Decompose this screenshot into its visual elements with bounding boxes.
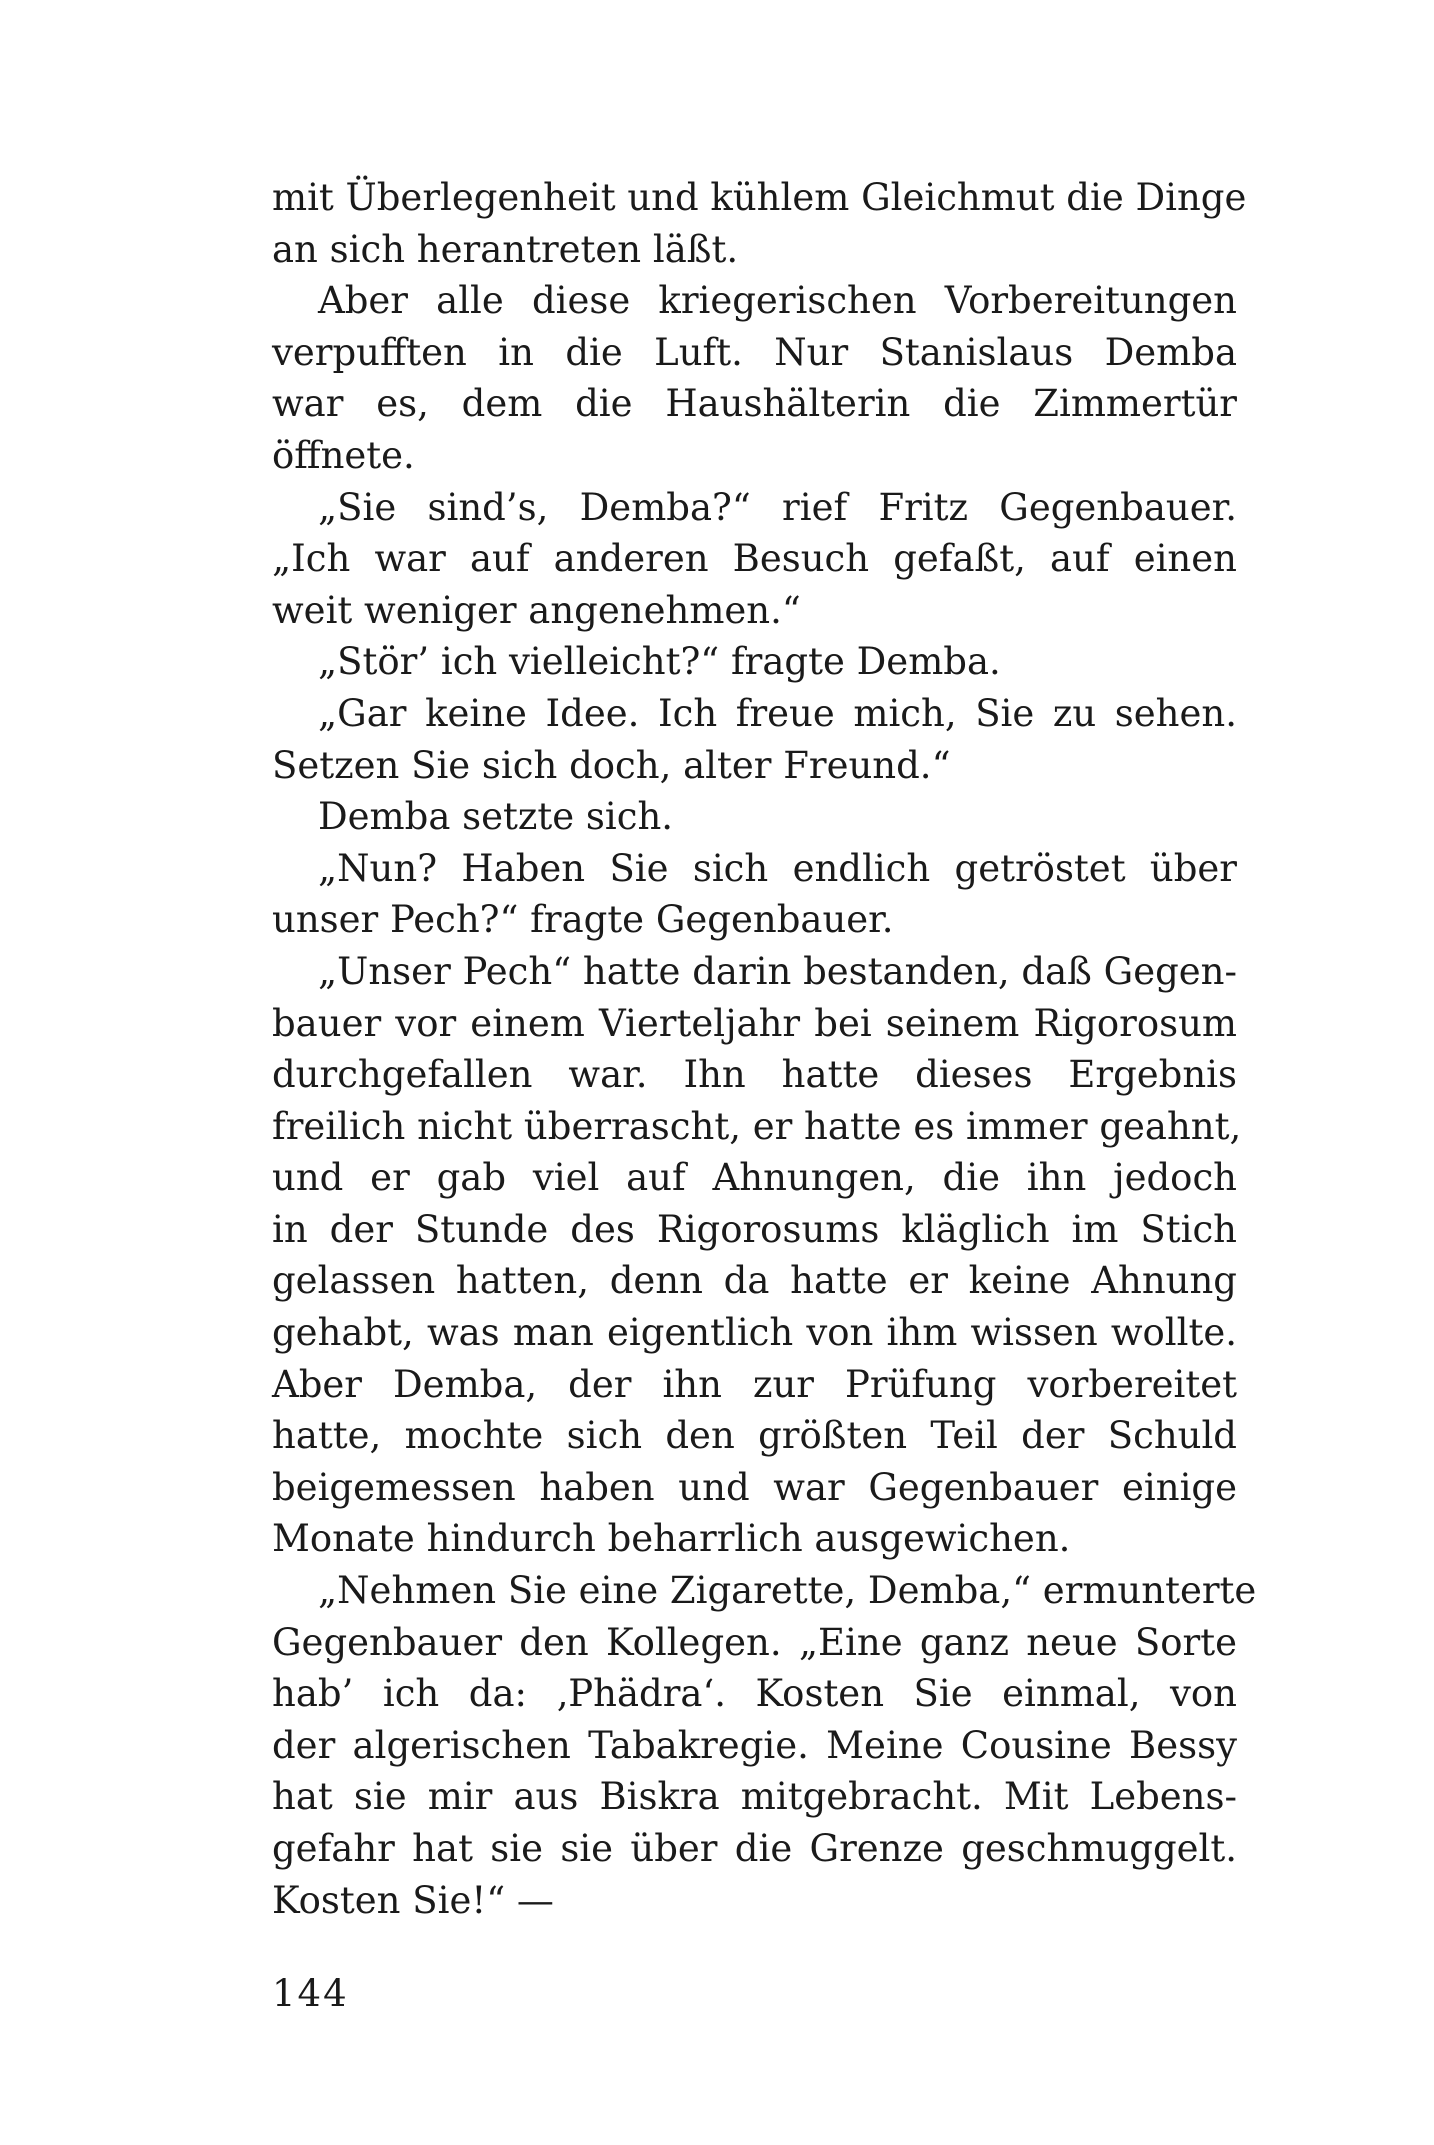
text-line: Gegenbauer den Kollegen. „Eine ganz neue Sorte <box>272 1620 1237 1664</box>
text-line: der algerischen Tabakregie. Meine Cousine Bessy <box>272 1723 1237 1767</box>
page-number: 144 <box>272 1972 349 2015</box>
text-line: „Gar keine Idee. Ich freue mich, Sie zu sehen. <box>318 691 1237 735</box>
text-line: gelassen hatten, denn da hatte er keine Ahnung <box>272 1259 1237 1303</box>
text-line: weit weniger angenehmen.“ <box>272 588 801 632</box>
text-line: und er gab viel auf Ahnungen, die ihn jedoch <box>272 1156 1237 1200</box>
text-line: gehabt, was man eigentlich von ihm wissen wollte. <box>272 1311 1237 1355</box>
text-line: verpufften in die Luft. Nur Stanislaus Demba <box>272 330 1237 374</box>
text-line: in der Stunde des Rigorosums kläglich im Stich <box>272 1207 1237 1251</box>
text-line: gefahr hat sie sie über die Grenze geschmuggelt. <box>272 1827 1237 1870</box>
text-line: hab’ ich da: ‚Phädra‘. Kosten Sie einmal, von <box>272 1672 1237 1716</box>
text-line: unser Pech?“ fragte Gegenbauer. <box>272 898 894 942</box>
text-line: durchgefallen war. Ihn hatte dieses Ergebnis <box>272 1053 1237 1097</box>
text-line: Kosten Sie!“ — <box>272 1878 554 1922</box>
text-line: war es, dem die Haushälterin die Zimmertür <box>272 382 1237 426</box>
text-line: mit Überlegenheit und kühlem Gleichmut die Dinge <box>272 176 1247 219</box>
text-line: an sich herantreten läßt. <box>272 227 739 271</box>
text-line: hatte, mochte sich den größten Teil der Schuld <box>272 1414 1237 1458</box>
text-line: Aber alle diese kriegerischen Vorbereitungen <box>318 279 1237 323</box>
text-line: „Unser Pech“ hatte darin bestanden, daß Gegen- <box>318 949 1237 993</box>
text-line: „Nehmen Sie eine Zigarette, Demba,“ ermunterte <box>318 1569 1257 1613</box>
text-line: öffnete. <box>272 433 415 477</box>
text-line: freilich nicht überrascht, er hatte es immer geahnt, <box>272 1104 1242 1148</box>
page-body <box>272 172 1257 1926</box>
text-line: „Stör’ ich vielleicht?“ fragte Demba. <box>318 640 1001 684</box>
text-line: „Ich war auf anderen Besuch gefaßt, auf einen <box>272 537 1237 581</box>
text-line: Setzen Sie sich doch, alter Freund.“ <box>272 743 951 787</box>
text-line: hat sie mir aus Biskra mitgebracht. Mit Lebens- <box>272 1775 1237 1819</box>
text-line: Demba setzte sich. <box>318 795 674 839</box>
text-line: beigemessen haben und war Gegenbauer einige <box>272 1465 1237 1509</box>
text-line: „Sie sind’s, Demba?“ rief Fritz Gegenbauer. <box>318 485 1237 529</box>
text-line: Aber Demba, der ihn zur Prüfung vorbereitet <box>272 1362 1237 1406</box>
text-line: bauer vor einem Vierteljahr bei seinem Rigorosum <box>272 1001 1237 1045</box>
text-line: „Nun? Haben Sie sich endlich getröstet über <box>318 846 1237 890</box>
text-line: Monate hindurch beharrlich ausgewichen. <box>272 1517 1071 1561</box>
